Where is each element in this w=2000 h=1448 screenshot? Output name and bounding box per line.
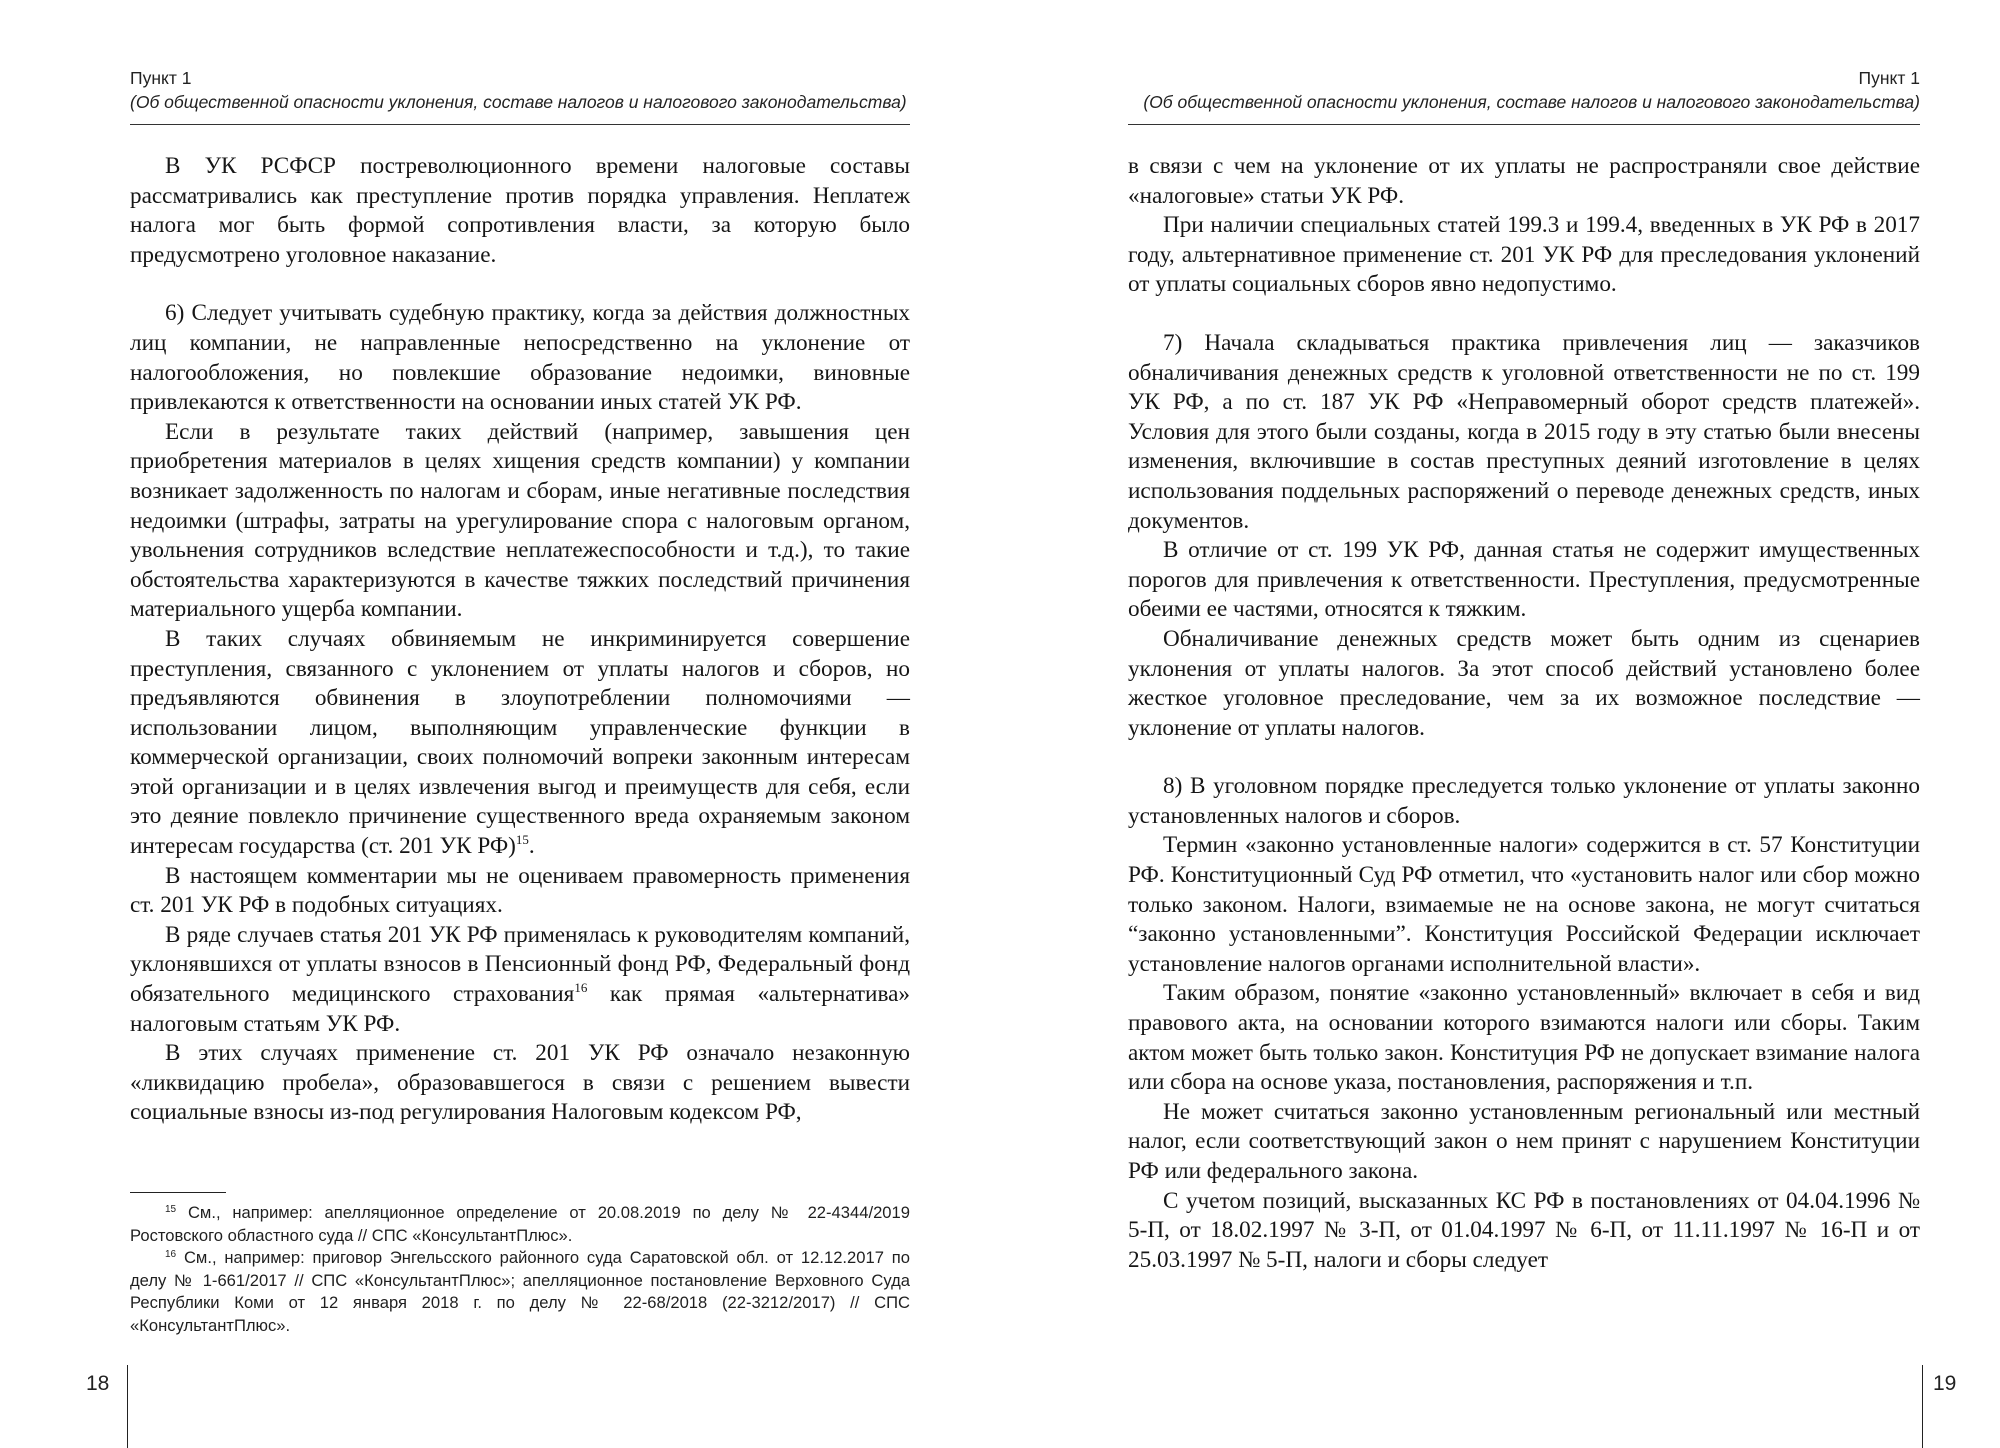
paragraph: Обналичивание денежных средств может быть одним из сценариев уклонения от уплаты налогов. За этот способ действий установлено более жесткое уголовное преследование, чем за их возможное последствие — уклонение от уплаты налогов. [1128,625,1920,741]
paragraph: Если в результате таких действий (например, завышения цен приобретения материалов в целях хищения средств компании) у компании возникает задолженность по налогам и сборам, иные негативные последствия недоимки (штрафы, затраты на урегулирование спора с налоговым органом, увольнения сотрудников вследствие неплатежеспособности и т.д.), то такие обстоятельства характеризуются в качестве тяжких последствий причинения материального ущерба компании. [130,418,910,623]
paragraph: в связи с чем на уклонение от их уплаты не распространяли свое действие «налоговые» статьи УК РФ. [1128,153,1920,209]
page-number: 18 [86,1372,110,1395]
paragraph: В УК РСФСР постреволюционного времени налоговые составы рассматривались как преступление против порядка управления. Неплатеж налога мог быть формой сопротивления власти, за которую было предусмотрено уголовное наказание. [130,153,910,268]
paragraph: 8) В уголовном порядке преследуется только уклонение от уплаты законно установленных налогов и сборов. [1128,773,1920,829]
paragraph-text: В ряде случаев статья 201 УК РФ применялась к руководителям компаний, уклонявшихся от уплаты взносов в Пенсионный фонд РФ, Федеральный фонд обязательного медицинского страхования [130,921,910,1008]
page-number: 19 [1933,1372,1957,1395]
footnote-text: См., например: апелляционное определение от 20.08.2019 по делу № 22-4344/2019 Ростовского областного суда // СПС «КонсультантПлюс». [130,1203,910,1245]
paragraph: 6) Следует учитывать судебную практику, когда за действия должностных лиц компании, не направленные непосредственно на уклонение от налогообложения, но повлекшие образование недоимки, виновные привлекаются к ответственности на основании иных статей УК РФ. [130,300,910,416]
body-text [130,152,910,1128]
paragraph: Не может считаться законно установленным региональный или местный налог, если соответствующий закон о нем принят с нарушением Конституции РФ или федерального закона. [1128,1098,1920,1184]
header-subtitle: (Об общественной опасности уклонения, составе налогов и налогового законодательства) [1143,92,1920,112]
paragraph: В настоящем комментарии мы не оцениваем правомерность применения ст. 201 УК РФ в подобных ситуациях. [130,862,910,919]
header-subtitle: (Об общественной опасности уклонения, составе налогов и налогового законодательства) [130,92,907,112]
footnote-rule [130,1192,226,1193]
footnote-ref[interactable]: 16 [574,980,588,996]
footnote-ref[interactable]: 15 [515,832,529,848]
right-page [1000,0,2000,1448]
header-title: Пункт 1 [130,68,192,88]
paragraph-end: . [528,833,535,860]
footnote-15 [130,1202,910,1247]
footnote-mark: 16 [165,1249,177,1260]
paragraph [130,625,910,862]
paragraph: При наличии специальных статей 199.3 и 199.4, введенных в УК РФ в 2017 году, альтернативное применение ст. 201 УК РФ для преследования уклонений от уплаты социальных сборов явно недопустимо. [1128,212,1920,298]
body-text [1128,152,1920,1275]
paragraph: Таким образом, понятие «законно установленный» включает в себя и вид правового акта, на основании которого взимаются налоги или сборы. Таким актом может быть только закон. Конституция РФ не допускает взимание налога или сбора на основе указа, постановления, распоряжения и т.п. [1128,980,1920,1096]
paragraph-text-cont: как прямая «альтернатива» налоговым статьям УК РФ. [130,981,910,1037]
paragraph [130,921,910,1039]
paragraph: С учетом позиций, высказанных КС РФ в постановлениях от 04.04.1996 № 5-П, от 18.02.1997 № 3-П, от 01.04.1997 № 6-П, от 11.11.1997 № 16-П и от 25.03.1997 № 5-П, налоги и сборы следует [1128,1187,1920,1273]
header-rule [130,124,910,125]
paragraph: Термин «законно установленные налоги» содержится в ст. 57 Конституции РФ. Конституционный Суд РФ отметил, что «установить налог или сбор можно только законом. Налоги, взимаемые не на основе закона, не могут считаться “законно установленными”. Конституция Российской Федерации исключает установление налогов органами исполнительной власти». [1128,832,1920,977]
page-edge-line [1922,1365,1923,1448]
page-edge-line [127,1365,128,1448]
running-header [1128,66,1920,114]
footnote-16 [130,1247,910,1337]
running-header [130,66,910,114]
paragraph: В отличие от ст. 199 УК РФ, данная статья не содержит имущественных порогов для привлечения к ответственности. Преступления, предусмотренные обеими ее частями, относятся к тяжким. [1128,537,1920,623]
paragraph-text: В таких случаях обвиняемым не инкриминируется совершение преступления, связанного с уклонением от уплаты налогов и сборов, но предъявляются обвинения в злоупотреблении полномочиями — использовании лицом, выполняющим управленческие функции в коммерческой организации, своих полномочий вопреки законным интересам этой организации и в целях извлечения выгод и преимуществ для себя, если это деяние повлекло причинение существенного вреда охраняемым законом интересам государства (ст. 201 УК РФ) [130,625,910,860]
header-title: Пункт 1 [1858,68,1920,88]
paragraph: В этих случаях применение ст. 201 УК РФ означало незаконную «ликвидацию пробела», образовавшегося в связи с решением вывести социальные взносы из-под регулирования Налоговым кодексом РФ, [130,1040,910,1126]
footnote-mark: 15 [165,1204,177,1215]
footnotes [130,1202,910,1337]
paragraph: 7) Начала складываться практика привлечения лиц — заказчиков обналичивания денежных средств к уголовной ответственности не по ст. 199 УК РФ, а по ст. 187 УК РФ «Неправомерный оборот средств платежей». Условия для этого были созданы, когда в 2015 году в эту статью были внесены изменения, включившие в состав преступных деяний изготовление в целях использования поддельных распоряжений о переводе денежных средств, иных документов. [1128,329,1920,534]
footnote-text: См., например: приговор Энгельсского районного суда Саратовской обл. от 12.12.2017 по делу № 1-661/2017 // СПС «КонсультантПлюс»; апелляционное постановление Верховного Суда Республики Коми от 12 января 2018 г. по делу № 22-68/2018 (22-3212/2017) // СПС «КонсультантПлюс». [130,1248,910,1335]
header-rule [1128,124,1920,125]
